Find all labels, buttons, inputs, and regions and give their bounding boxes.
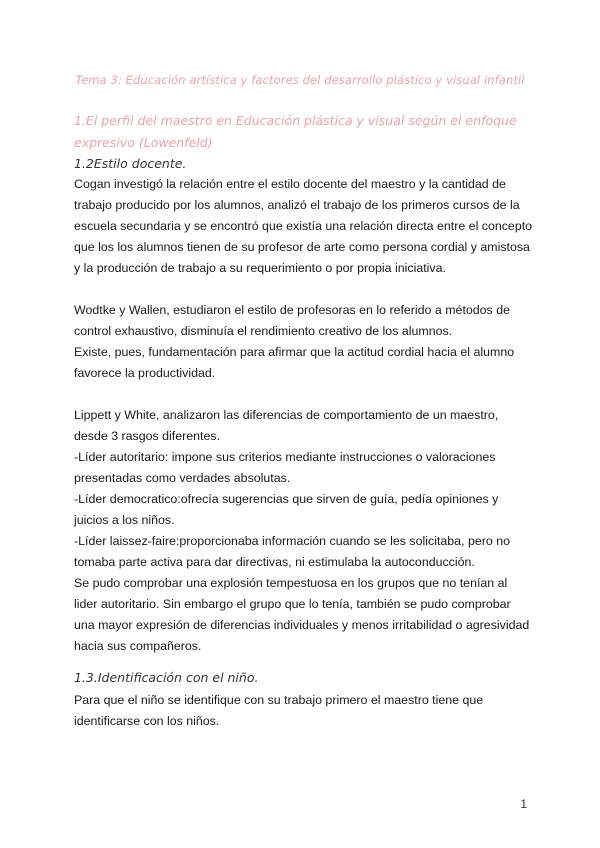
page-number: 1 [520, 797, 527, 811]
subsection-body-identificacion [74, 690, 534, 732]
paragraph: Wodtke y Wallen, estudiaron el estilo de profesoras en lo referido a métodos de control exhaustivo, disminuía el rendimiento creativo de los alumnos. [74, 303, 510, 338]
paragraph: Existe, pues, fundamentación para afirmar que la actitud cordial hacia el alumno favorece la productividad. [74, 345, 515, 380]
paragraph: -Líder democratico:ofrecía sugerencias que sirven de guía, pedía opiniones y juicios a los niños. [74, 492, 499, 527]
paragraph: -Líder laissez-faire:proporcionaba información cuando se les solicitaba, pero no tomaba parte activa para dar directivas, ni estimulaba la autoconducción. [74, 534, 510, 569]
paragraph: -Líder autoritario: impone sus criterios mediante instrucciones o valoraciones presentadas como verdades absolutas. [74, 450, 496, 485]
paragraph: Se pudo comprobar una explosión tempestuosa en los grupos que no tenían al lider autoritario. Sin embargo el grupo que lo tenía, también se pudo comprobar una mayor expresión de diferencias individuales y menos irritabilidad o agresividad hacia sus compañeros. [74, 576, 530, 653]
paragraph: Lippett y White, analizaron las diferencias de comportamiento de un maestro, desde 3 rasgos diferentes. [74, 408, 499, 443]
subsection-heading-identificacion: 1.3.Identificación con el niño. [74, 670, 259, 685]
subsection-body-estilo-docente [74, 174, 534, 657]
section-heading: 1.El perfil del maestro en Educación plástica y visual según el enfoque expresivo (Lowenfeld) [74, 113, 517, 150]
subsection-heading-estilo-docente: 1.2Estilo docente. [74, 156, 187, 171]
paragraph: Cogan investigó la relación entre el estilo docente del maestro y la cantidad de trabajo producido por los alumnos, analizó el trabajo de los primeros cursos de la escuela secundaria y se encontró que existía una relación directa entre el concepto que los los alumnos tienen de su profesor de arte como persona cordial y amistosa y la producción de trabajo a su requerimiento o por propia iniciativa. [74, 177, 533, 275]
paragraph: Para que el niño se identifique con su trabajo primero el maestro tiene que identificarse con los niños. [74, 693, 484, 728]
document-title: Tema 3: Educación artística y factores del desarrollo plástico y visual infantil [75, 73, 525, 87]
